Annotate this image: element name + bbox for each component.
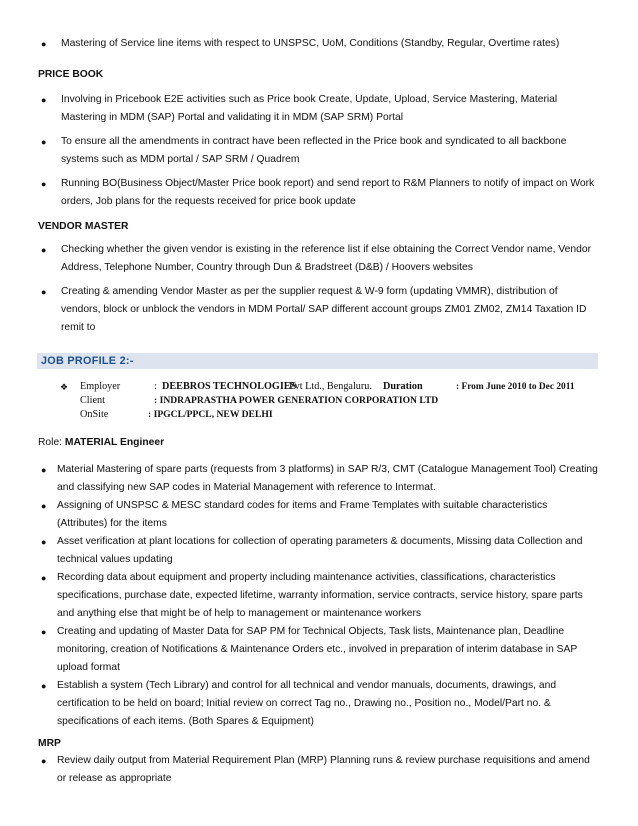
list-item-text: Checking whether the given vendor is existing in the reference list if else obtaining the Correct Vendor name, Vendor Address, Telephone Number, Country through Dun & Bradstreet (D&B) / Hoovers websites	[61, 244, 592, 273]
list-item-text: Establish a system (Tech Library) and control for all technical and vendor manuals, documents, drawings, and certification to be held on board; Initial review on correct Tag no., Drawing no., Position no., Model/Part no. & specifications of each items. (Both Spares & Equipment)	[57, 680, 557, 727]
list-item-text: Asset verification at plant locations for collection of operating parameters & documents, Missing data Collection and technical values updating	[57, 536, 583, 565]
client-value: : INDRAPRASTHA POWER GENERATION CORPORATION LTD	[154, 395, 439, 406]
list-item-text: Mastering of Service line items with respect to UNSPSC, UoM, Conditions (Standby, Regular, Overtime rates)	[61, 38, 560, 49]
list-item	[41, 623, 599, 677]
job-profile-title: JOB PROFILE 2:-	[41, 355, 134, 367]
onsite-value: : IPGCL/PPCL, NEW DELHI	[148, 409, 273, 420]
bullet-icon: ●	[41, 179, 47, 189]
list-item	[41, 283, 597, 337]
employer-location: Pvt Ltd., Bengaluru.	[289, 381, 372, 392]
list-item	[41, 241, 597, 277]
price-book-list	[41, 91, 597, 211]
section-heading-price-book: PRICE BOOK	[38, 69, 104, 80]
diamond-bullet-icon: ❖	[60, 382, 69, 392]
list-item	[41, 569, 599, 623]
list-item	[41, 175, 597, 211]
role-label: Role:	[38, 437, 63, 448]
client-label: Client	[80, 395, 105, 406]
employer-name: DEEBROS TECHNOLOGIES	[162, 381, 297, 392]
list-item	[41, 752, 599, 788]
employer-colon: :	[154, 381, 157, 392]
vendor-master-list	[41, 241, 597, 337]
list-item-text: Review daily output from Material Requirement Plan (MRP) Planning runs & review purchase requisitions and amend or release as appropriate	[57, 755, 590, 784]
list-item-text: Running BO(Business Object/Master Price book report) and send report to R&M Planners to notify of impact on Work orders, Job plans for the requests received for price book update	[61, 178, 595, 207]
list-item	[41, 35, 601, 53]
mrp-list	[41, 752, 599, 788]
list-item-text: Creating & amending Vendor Master as per the supplier request & W-9 form (updating VMMR), distribution of vendors, block or unblock the vendors in MDM Portal/ SAP different account groups ZM01 ZM02, ZM14 Taxation ID remit to	[61, 286, 587, 333]
bullet-icon: ●	[41, 681, 47, 691]
list-item	[41, 677, 599, 731]
list-item-text: Involving in Pricebook E2E activities such as Price book Create, Update, Upload, Service Mastering, Material Mastering in MDM (SAP) Portal and validating it in MDM (SAP SRM) Portal	[61, 94, 558, 123]
list-item-text: Creating and updating of Master Data for SAP PM for Technical Objects, Task lists, Maintenance plan, Deadline monitoring, creation of Notifications & Maintenance Orders etc., involved in preparation of interim database in SAP upload format	[57, 626, 578, 673]
list-item-text: Recording data about equipment and property including maintenance activities, classifications, characteristics specifications, purchase date, expected lifetime, warranty information, service contracts, service history, spare parts and anything else that might be of help to management or maintenance workers	[57, 572, 583, 619]
bullet-icon: ●	[41, 573, 47, 583]
bullet-icon: ●	[41, 501, 47, 511]
role-duties-list	[41, 461, 599, 731]
section-heading-vendor-master: VENDOR MASTER	[38, 221, 129, 232]
bullet-icon: ●	[41, 465, 47, 475]
bullet-icon: ●	[41, 137, 47, 147]
role-value: MATERIAL Engineer	[64, 437, 165, 448]
list-item	[41, 497, 599, 533]
list-item-text: Material Mastering of spare parts (requests from 3 platforms) in SAP R/3, CMT (Catalogue Management Tool) Creating and classifying new SAP codes in Material Management with reference to Intermat.	[57, 464, 598, 493]
duration-label: Duration	[383, 381, 423, 392]
list-item	[41, 533, 599, 569]
list-item-text: To ensure all the amendments in contract have been reflected in the Price book and syndicated to all backbone systems such as MDM portal / SAP SRM / Quadrem	[61, 136, 567, 165]
bullet-icon: ●	[41, 95, 47, 105]
bullet-icon: ●	[41, 756, 47, 766]
list-item	[41, 461, 599, 497]
bullet-icon: ●	[41, 537, 47, 547]
bullet-icon: ●	[41, 287, 47, 297]
section-heading-mrp: MRP	[38, 738, 61, 749]
bullet-icon: ●	[41, 627, 47, 637]
onsite-label: OnSite	[80, 409, 109, 420]
role-line	[38, 436, 164, 450]
employer-label: Employer	[80, 381, 121, 392]
list-item	[41, 133, 597, 169]
list-item	[41, 91, 597, 127]
list-item-text: Assigning of UNSPSC & MESC standard codes for items and Frame Templates with suitable characteristics (Attributes) for the items	[57, 500, 548, 529]
bullet-icon: ●	[41, 39, 47, 49]
bullet-icon: ●	[41, 245, 47, 255]
duration-value: : From June 2010 to Dec 2011	[456, 382, 575, 392]
